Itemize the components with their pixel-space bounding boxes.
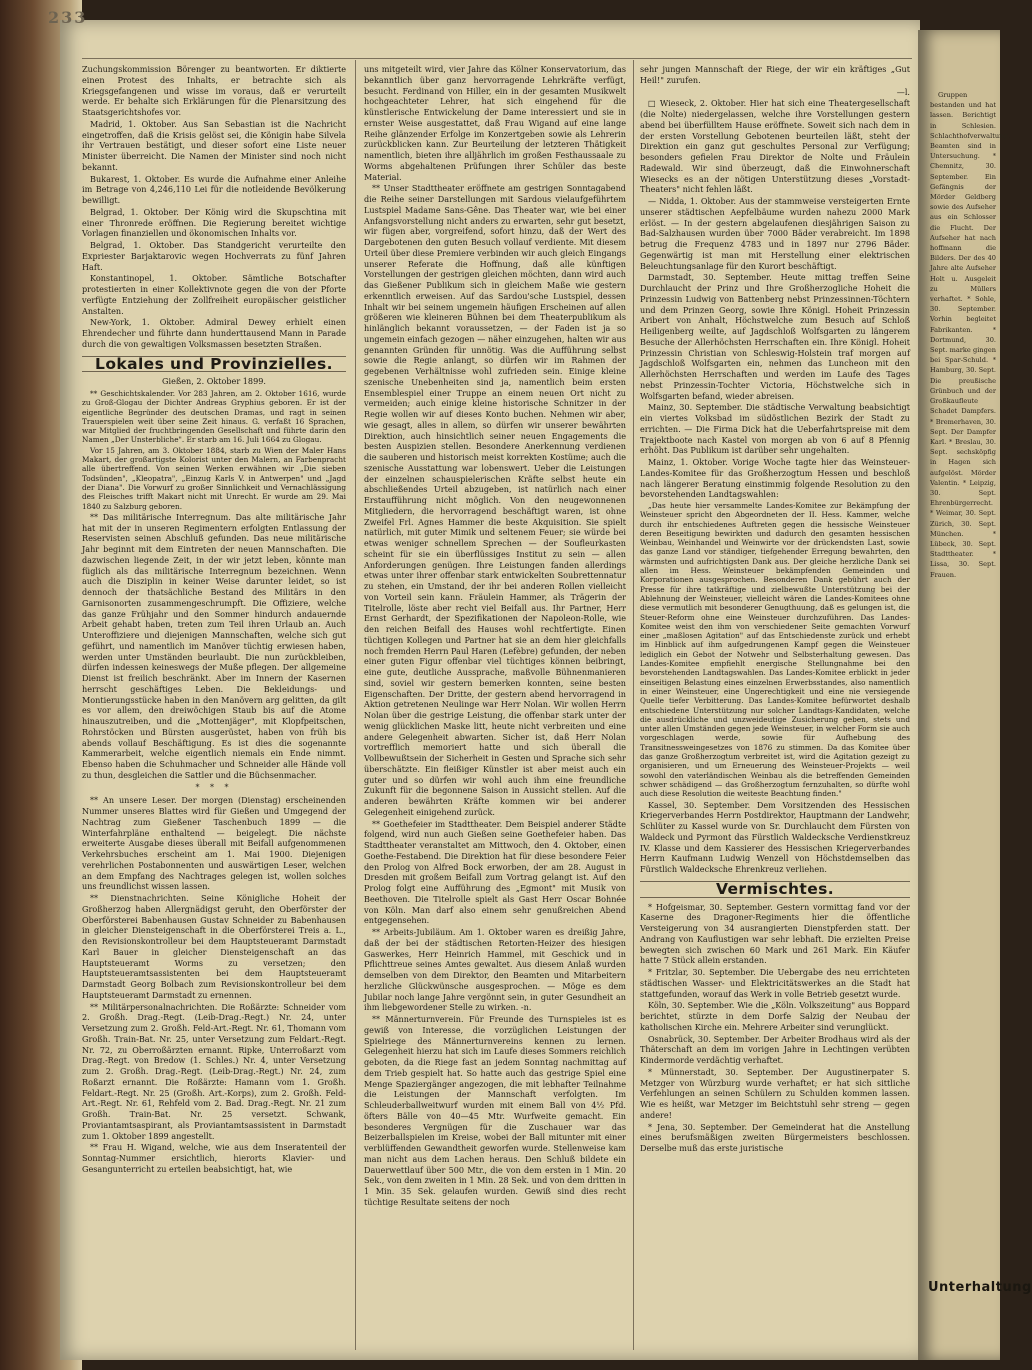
- article-paragraph: ** Dienstnachrichten. Seine Königliche Hoheit der Großherzog haben Allergnädigst geruht, den Oberförster der Oberförsterei Babenhausen Gustav Schneider zu Babenhausen in gleicher Diensteigenschaft in die Oberförsterei Treis a. L., den Revisionskontrolleur bei dem Hauptsteueramt Darmstadt Karl Bauer in gleicher Diensteigenschaft an das Hauptsteueramt Worms zu versetzen; den Hauptsteueramtsassistenten bei dem Hauptsteueramt Darmstadt Georg Bolbach zum Revisionskontrolleur bei dem Hauptsteueramt Darmstadt zu ernennen.: [82, 893, 346, 1000]
- article-paragraph: ** Militärpersonalnachrichten. Die Roßärzte: Schneider vom 2. Großh. Drag.-Regt. (Leib-Drag.-Regt.) Nr. 24, unter Versetzung zum 2. Großh. Feld-Art.-Regt. Nr. 61, Thomann vom Großh. Train-Bat. Nr. 25, unter Versetzung zum Feldart.-Regt. Nr. 72, zu Oberroßärzten ernannt. Ripke, Unterroßarzt vom Drag.-Regt. von Bredow (1. Schles.) Nr. 4, unter Versetzung zum 2. Großh. Drag.-Regt. (Leib-Drag.-Regt.) Nr. 24, zum Roßarzt ernannt. Die Roßärzte: Hamann vom 1. Großh. Feldart.-Regt. Nr. 25 (Großh. Art.-Korps), zum 2. Großh. Feld-Art.-Regt. Nr. 61, Rehfeld vom 2. Bad. Drag.-Regt. Nr. 21 zum Großh. Train-Bat. Nr. 25 versetzt. Schwank, Proviantamtsaspirant, als Proviantamtsassistent in Darmstadt zum 1. Oktober 1899 angestellt.: [82, 1001, 346, 1141]
- article-paragraph: * Fritzlar, 30. September. Die Uebergabe des neu errichteten städtischen Wasser- und Elektricitätswerkes an die Stadt hat stattgefunden, worauf das Werk in volle Betrieb gesetzt wurde.: [640, 967, 910, 999]
- top-rule: [82, 58, 912, 59]
- article-paragraph: ** Männerturnverein. Für Freunde des Turnspieles ist es gewiß von Interesse, die vorzüglichen Leistungen der Spielriege des Männerturnvereins kennen zu lernen. Gelegenheit hierzu hat sich im Laufe dieses Sommers reichlich geboten, da die Riege fast an jedem Sonntag nachmittag auf dem Trieb gespielt hat. So hatte auch das gestrige Spiel eine Menge Spaziergänger angezogen, die mit lebhafter Teilnahme die Leistungen der Mannschaft verfolgten. Im Schleuderballweitwurf wurden mit einem Ball von 4½ Pfd. öfters Bälle von 40—45 Mtr. Wurfweite gemacht. Ein besonderes Vergnügen für die Zuschauer war das Beizerballspielen im Kreise, wobei der Ball mitunter mit einer verblüffenden Gewandtheit geworfen wurde. Stellenweise kam man nicht aus dem Lachen heraus. Den Schluß bildete ein Dauerwettlauf über 500 Mtr., die von dem ersten in 1 Min. 20 Sek., von dem zweiten in 1 Min. 28 Sek. und von dem dritten in 1 Min. 35 Sek. gelaufen wurden. Gewiß sind dies recht tüchtige Resultate seitens der noch: [364, 1014, 626, 1207]
- resolution-text: „Das heute hier versammelte Landes-Komitee zur Bekämpfung der Weinsteuer spricht den Abgeordneten der II. Hess. Kammer, welche durch ihr entschiedenes Auftreten gegen die hessische Weinsteuer deren Beseitigung bewirkten und dadurch den gesamten hessischen Weinbau, Weinhandel und Weinwirte vor der drückendsten Last, sowie das ganze Land vor ständiger, tiefgehender Erregung bewahrten, den wärmsten und aufrichtigsten Dank aus. Der gleiche herzliche Dank sei allen im Hess. Weinsteuer bekämpfenden Gemeinden und Korporationen ausgesprochen. Besonderen Dank gebührt auch der Presse für ihre tatkräftige und zielbewußte Unterstützung bei der Ablehnung der Weinsteuer, vielleicht wären die Landes-Komitees ohne diese vermutlich mit besonderer Genugthuung, daß es gelungen ist, die Steuer-Reform ohne eine Weinsteuer durchzuführen. Das Landes-Komitee weist den ihm von verschiedener Seite gemachten Vorwurf einer „maßlosen Agitation" auf das Entschiedenste zurück und erhebt im Hinblick auf ihm aufgedrungenen Kampf gegen die Weinsteuer lediglich ein Gebot der Notwehr und Selbsterhaltung gewesen. Das Landes-Komitee empfiehlt energische Stellungnahme bei den bevorstehenden Landtagswahlen. Das Landes-Komitee erblickt in jeder einseitigen Belastung eines einzelnen Erwerbsstandes, also namentlich in einer Weinsteuer, eine Ungerechtigkeit und eine nie versiegende Quelle tiefer Verbitterung. Das Landes-Komitee befürwortet deshalb entschiedene Unterstützung nur solcher Landtags-Kandidaten, welche die ausdrückliche und unzweideutige Zusicherung geben, stets und unter allen Umständen gegen jede Weinsteuer, in welcher Form sie auch vorgeschlagen werde, sowie für Aufhebung des Transitnessweingesetzes von 1876 zu stimmen. Da das Komitee über das ganze Großherzogtum verbreitet ist, wird die Agitation gezeigt zu organisieren, und um Erneuerung des Weinsteuer-Projekts — weil sowohl den vaterländischen Weinbau als die betreffenden Gemeinden schwer schädigend — das Großherzogtum fernzuhalten, so dürfte wohl auch diese Resolution die weiteste Beachtung finden.": [640, 501, 910, 799]
- section-heading-vermischtes: Vermischtes.: [640, 881, 910, 898]
- article-paragraph: * Münnerstadt, 30. September. Der Augustinerpater S. Metzger von Würzburg wurde verhaftet; er hat sich sittliche Verfehlungen an seinen Schülern zu Schulden kommen lassen. Wie es heißt, war Metzger im Beichtstuhl sehr streng — gegen andere!: [640, 1066, 910, 1120]
- article-paragraph: * Jena, 30. September. Der Gemeinderat hat die Anstellung eines berufsmäßigen zweiten Bürgermeisters beschlossen. Derselbe muß das erste juristische: [640, 1121, 910, 1153]
- article-paragraph: Konstantinopel, 1. Oktober. Sämtliche Botschafter protestierten in einer Kollektivnote gegen die von der Pforte verfügte Entziehung der Zollfreiheit europäischer geistlicher Anstalten.: [82, 273, 346, 316]
- article-paragraph: □ Wieseck, 2. Oktober. Hier hat sich eine Theatergesellschaft (die Nolte) niedergelassen, welche ihre Vorstellungen gestern abend bei überfülltem Hause eröffnete. Soweit sich nach dem in der ersten Vorstellung Gebotenen beurteilen läßt, steht der Direktion ein ganz gut geschultes Personal zur Verfügung; besonders gefielen Frau Direktor de Nolte und Fräulein Radewald. Wir sind überzeugt, daß die Einwohnerschaft Wiesecks es an der nötigen Unterstützung dieses „Vorstadt-Theaters" nicht fehlen läßt.: [640, 98, 910, 195]
- column-rule-1: [355, 60, 356, 1350]
- article-paragraph: Mainz, 30. September. Die städtische Verwaltung beabsichtigt ein viertes Volksbad im südöstlichen Bezirk der Stadt zu errichten. — Die Firma Dick hat die Ueberfahrtspreise mit dem Trajektboote nach Kastel von morgen ab von 6 auf 8 Pfennig erhöht. Das Publikum ist darüber sehr ungehalten.: [640, 402, 910, 456]
- article-paragraph: Belgrad, 1. Oktober. Das Standgericht verurteilte den Expriester Barjaktarovic wegen Hochverrats zu fünf Jahren Haft.: [82, 240, 346, 272]
- adjacent-page-column: [930, 90, 1010, 580]
- article-paragraph: Mainz, 1. Oktober. Vorige Woche tagte hier das Weinsteuer-Landes-Komitee für das Großherzogtum Hessen und beschloß nach längerer Beratung einstimmig folgende Resolution zu den bevorstehenden Landtagswahlen:: [640, 457, 910, 500]
- article-paragraph: ** Goethefeier im Stadttheater. Dem Beispiel anderer Städte folgend, wird nun auch Gießen seine Goethefeier haben. Das Stadttheater veranstaltet am Mittwoch, den 4. Oktober, einen Goethe-Festabend. Die Direktion hat für diese besondere Feier den Prolog von Alfred Bock erworben, der am 28. August in Dresden mit großem Beifall zum Vortrag gelangt ist. Auf den Prolog folgt eine Aufführung des „Egmont" mit Musik von Beethoven. Die Titelrolle spielt als Gast Herr Oscar Bohnée von Köln. Man darf also einem sehr genußreichen Abend entgegensehen.: [364, 818, 626, 926]
- adjacent-page-heading: Unterhaltung: [928, 1280, 1032, 1295]
- article-paragraph: Zuchungskommission Börenger zu beantworten. Er diktierte einen Protest des Inhalts, er betrachte sich als Kriegsgefangenen und wisse im voraus, daß er verurteilt werde. Er behalte sich Erklärungen für die Plenarsitzung des Staatsgerichtshofes vor.: [82, 64, 346, 117]
- article-paragraph: ** Unser Stadttheater eröffnete am gestrigen Sonntagabend die Reihe seiner Darstellungen mit Sardous vielaufgeführtem Lustspiel Madame Sans-Gêne. Das Theater war, wie bei einer Anfangsvorstellung nicht anders zu erwarten, sehr gut besetzt, wir fügen aber, vorgreifend, sofort hinzu, daß der Wert des Dargebotenen den guten Besuch vollauf verdiente. Mit diesem Urteil über diese Premiere verbinden wir auch gleich Eingangs unserer Referate die Hoffnung, daß alle künftigen Vorstellungen der gestrigen gleichen möchten, dann wird auch das Gießener Publikum sich in gleichem Maße wie gestern erkenntlich erweisen. Auf das Sardou'sche Lustspiel, dessen Inhalt wir bei seinem ungemein häufigen Erscheinen auf allen größeren wie kleineren Bühnen bei dem Theaterpublikum als hinlänglich bekannt voraussetzen, — der Faden ist ja so ungemein einfach gezogen — näher einzugehen, halten wir aus genannten Gründen für unnötig. Was die Aufführung selbst sowie die Regie anlangt, so dürfen wir im Rahmen der gegebenen Verhältnisse wohl zufrieden sein. Einige kleine szenische Unebenheiten sind ja, namentlich beim ersten Ensemblespiel einer Truppe an einem neuen Ort nicht zu vermeiden; auch einige kleine historische Schnitzer in der Regie wollen wir auf dieses Konto buchen. Nehmen wir aber, wie gesagt, alles in allem, so dürfen wir unserer bewährten Direktion, auch hinsichtlich seiner neuen Engagements die besten Auspizien stellen. Besondere Anerkennung verdienen die sauberen und historisch meist korrekten Kostüme; auch die szenische Ausstattung war lobenswert. Ueber die Leistungen der einzelnen schauspielerischen Kräfte selbst heute ein abschließendes Urteil abzugeben, ist natürlich nach einer Erstaufführung nicht möglich. Von den neugewonnenen Mitgliedern, die hervorragend beschäftigt waren, ist ohne Zweifel Frl. Agnes Hammer die beste Akquisition. Sie spielt natürlich, mit guter Mimik und seltenem Feuer; sie würde bei etwas weniger schnellem Sprechen — der Soufleurkasten scheint für sie ein überflüssiges Institut zu sein — allen Anforderungen genügen. Ihre Leistungen fanden allerdings etwas unter ihrer offenbar stark entwickelten Soubrettennatur zu stehen, ein Umstand, der ihr bei anderen Rollen vielleicht von Vorteil sein kann. Fräulein Hammer, als Trägerin der Titelrolle, löste aber recht viel Beifall aus. Ihr Partner, Herr Ernst Gerhardt, der Spezifikationen der Napoleon-Rolle, wie den reichen Beifall des Hauses wohl rechtfertigte. Einen tüchtigen Kollegen und Partner hat sie an dem hier gleichfalls noch fremden Herrn Paul Haren (Lefèbre) gefunden, der neben einer guten Figur offenbar viel tüchtiges können beibringt, eine gute, deutliche Aussprache, maßvolle Bühnenmanieren sind, soviel wir gestern bemerken konnten, seine besten Eigenschaften. Der Dritte, der gestern abend hervorragend in Aktion getretenen Neulinge war Herr Nolan. Wir wollen Herrn Nolan über die gestrige Leistung, die offenbar stark unter der wenig glücklichen Maske litt, heute nicht verbreiten und eine andere Gelegenheit abwarten. Sicher ist, daß Herr Nolan vortrefflich memoriert hatte und sich überall die Vollbewußtsein der Sicherheit in Gesten und Sprache sich sehr überschätzte. Ein fleißiger Künstler ist aber meist auch ein guter und so dürfen wir wohl auch ihm eine freundliche Zukunft für die begonnene Saison in Aussicht stellen. Auf die anderen bewährten Kräfte kommen wir bei anderer Gelegenheit einigehend zurück.: [364, 183, 626, 817]
- article-paragraph: Osnabrück, 30. September. Der Arbeiter Brodhaus wird als der Thäterschaft an dem im vorigen Jahre in Lechtingen verübten Kindermorde verdächtig verhaftet.: [640, 1033, 910, 1065]
- article-paragraph: Köln, 30. September. Wie die „Köln. Volkszeitung" aus Boppard berichtet, stürzte in dem Dorfe Salzig der Neubau der katholischen Kirche ein. Mehrere Arbeiter sind verunglückt.: [640, 1000, 910, 1032]
- article-paragraph: * Hofgeismar, 30. September. Gestern vormittag fand vor der Kaserne des Dragoner-Regiments hier die öffentliche Versteigerung von 34 ausrangierten Dienstpferden statt. Der Andrang von Kauflustigen war sehr lebhaft. Die erzielten Preise bewegten sich zwischen 60 Mark und 261 Mark. Ein Käufer hatte 7 Stück allein erstanden.: [640, 901, 910, 966]
- column-rule-2: [633, 60, 634, 1350]
- article-paragraph: Darmstadt, 30. September. Heute mittag treffen Seine Durchlaucht der Prinz und Ihre Großherzogliche Hoheit die Prinzessin Ludwig von Battenberg nebst Prinzessinnen-Töchtern und dem Prinzen Georg, sowie Ihre Königl. Hoheit Prinzessin Aribert von Anhalt, Höchstwelche zum Besuch auf Schloß Heiligenberg weilte, auf Jagdschloß Wolfsgarten zu längerem Besuche der Allerhöchsten Herrschaften ein. Ihre Königl. Hoheit Prinzessin Christian von Schleswig-Holstein traf morgen auf Jagdschloß Wolfsgarten ein, nehmen das Luncheon mit den Allerhöchsten Herrschaften und werden im Laufe des Tages nebst Prinzessin-Tochter Victoria, Höchstwelche sich in Wolfsgarten befand, wieder abreisen.: [640, 272, 910, 401]
- calendar-paragraph: Vor 15 Jahren, am 3. Oktober 1884, starb zu Wien der Maler Hans Makart, der großartigste Kolorist unter den Malern, an Farbenpracht alle übertreffend. Von seinen Werken erwähnen wir „Die sieben Todsünden", „Kleopatra", „Einzug Karls V. in Antwerpen" und „Jagd der Diana". Die Vorwurf zu großer Sinnlichkeit und Vernachlässigung des Fleisches trifft Makart nicht mit Unrecht. Er wurde am 29. Mai 1840 zu Salzburg geboren.: [82, 445, 346, 511]
- adjacent-page-edge: [918, 30, 1032, 1360]
- article-paragraph: Kassel, 30. September. Dem Vorsitzenden des Hessischen Kriegerverbandes Herrn Postdirektor, Hauptmann der Landwehr, Schlüter zu Kassel wurde von Sr. Durchlaucht dem Fürsten von Waldeck und Pyrmont das Fürstlich Waldecksche Verdienstkreuz IV. Klasse und dem Kassierer des Hessischen Kriegerverbandes Herrn Kaufmann Ludwig Wenzell von Höchstdemselben das Fürstlich Waldecksche Ehrenkreuz verliehen.: [640, 799, 910, 874]
- author-signature: —l.: [896, 86, 910, 97]
- column-3: [640, 64, 910, 1155]
- article-paragraph: Bukarest, 1. Oktober. Es wurde die Aufnahme einer Anleihe im Betrage von 4,246,110 Lei für die notleidende Bevölkerung bewilligt.: [82, 173, 346, 205]
- article-paragraph: sehr jungen Mannschaft der Riege, der wir ein kräftiges „Gut Heil!" zurufen.: [640, 64, 910, 85]
- dateline: Gießen, 2. Oktober 1899.: [162, 376, 266, 387]
- article-paragraph: — Nidda, 1. Oktober. Aus der stammweise versteigerten Ernte unserer städtischen Aepfelbäume wurden nahezu 2000 Mark erlöst. — In der gestern abgelaufenen diesjährigen Saison zu Bad-Salzhausen wurden über 7000 Bäder verabreicht. Im 1898 betrug die Frequenz 4783 und in 1897 nur 2796 Bäder. Gegenwärtig ist man mit Herstellung einer elektrischen Beleuchtungsanlage für den Kurort beschäftigt.: [640, 196, 910, 271]
- article-paragraph: Belgrad, 1. Oktober. Der König wird die Skupschtina mit einer Thronrede eröffnen. Die Regierung bereitet wichtige Vorlagen finanziellen und ökonomischen Inhalts vor.: [82, 206, 346, 239]
- article-paragraph: ** Arbeits-Jubiläum. Am 1. Oktober waren es dreißig Jahre, daß der bei der städtischen Retorten-Heizer des hiesigen Gaswerkes, Herr Heinrich Hammel, mit Geschick und in Pflichttreue seines Amtes gewaltet. Aus diesem Anlaß wurden demselben von dem Direktor, den Beamten und Mitarbeitern herzliche Glückwünsche ausgesprochen. — Möge es dem Jubilar noch lange Jahre vergönnt sein, in guter Gesundheit an ihm liebgewordener Stelle zu wirken. -n.: [364, 927, 626, 1013]
- article-paragraph: uns mitgeteilt wird, vier Jahre das Kölner Konservatorium, das bekanntlich über ganz hervorragende Lehrkräfte verfügt, besucht. Ferdinand von Hiller, ein in der gesamten Musikwelt hochgeachteter Lehrer, hat sich eingehend für die künstlerische Entwickelung der Dame interessiert und sie in ernster Weise ausgestattet, daß Frau Wigand auf eine lange Reihe glänzender Erfolge im Konzertgeben sowie als Lehrerin zurückblicken kann. Zur Beurteilung der letzteren Thätigkeit namentlich, bieten ihre alljährlich im großen Festhaussaale zu Worms abgehaltenen Prüfungen ihrer Schüler das beste Material.: [364, 64, 626, 182]
- article-paragraph: ** Das militärische Interregnum. Das alte militärische Jahr hat mit der in unseren Regimentern erfolgten Entlassung der Reservisten seinen Abschluß gefunden. Das neue militärische Jahr beginnt mit dem Eintreten der neuen Mannschaften. Die dazwischen liegende Zeit, in der wir jetzt leben, könnte man füglich als das militärische Interregnum bezeichnen. Wenn auch die Disziplin in keiner Weise darunter leidet, so ist dennoch der thatsächliche Bestand des Militärs in den Garnisonorten zusammengeschrumpft. Die Offiziere, welche das ganze Frühjahr und den Sommer hindurch andauernde Arbeit gehabt haben, treten zum Teil ihren Urlaub an. Auch Unteroffiziere und diejenigen Mannschaften, welche sich gut geführt, und namentlich im Manöver tüchtig erwiesen haben, werden unter Umständen beurlaubt. Die nun zurückbleiben, dürfen indessen keineswegs der Muße pflegen. Der allgemeine Dienst ist freilich beschränkt. Aber im Innern der Kasernen herrscht geschäftiges Leben. Die Bekleidungs- und Montierungsstücke haben in den Manövern arg gelitten, da gilt es vor allem, den dreiwöchigen Staub bis auf die Atome hinauszutreiben, und die „Mottenjäger", mit Klopfpeitschen, Rohrstöcken und Bürsten ausgerüstet, haben von früh bis abends vollauf Beschäftigung. Es ist dies die sogenannte Kammerarbeit, welche eigentlich niemals ein Ende nimmt. Ebenso haben die Schuhmacher und Schneider alle Hände voll zu thun, desgleichen die Sattler und die Büchsenmacher.: [82, 511, 346, 780]
- article-paragraph: ** Frau H. Wigand, welche, wie aus dem Inseratenteil der Sonntag-Nummer ersichtlich, hierorts Klavier- und Gesangunterricht zu erteilen beabsichtigt, hat, wie: [82, 1142, 346, 1174]
- calendar-paragraph: ** Geschichtskalender. Vor 283 Jahren, am 2. Oktober 1616, wurde zu Groß-Glogau der Dichter Andreas Gryphius geboren. Er ist der eigentliche Begründer des deutschen Dramas, und ragt in seinen Trauerspielen weit über seine Zeit hinaus. G. verfaßt 16 Sprachen, war Mitglied der fruchtbringenden Gesellschaft und führte darin den Namen „Der Unsterbliche". Er starb am 16. Juli 1664 zu Glogau.: [82, 389, 346, 445]
- section-divider-stars: * * *: [195, 782, 233, 792]
- article-paragraph: Madrid, 1. Oktober. Aus San Sebastian ist die Nachricht eingetroffen, daß die Krisis gelöst sei, die Königin habe Silvela ihr Vertrauen bestätigt, und dieser sofort eine Liste neuer Minister überreicht. Die Namen der Minister sind noch nicht bekannt.: [82, 118, 346, 172]
- article-paragraph: New-York, 1. Oktober. Admiral Dewey erhielt einen Ehrendecher und führte dann hunderttausend Mann in Parade durch die von gewaltigen Volksmassen besetzten Straßen.: [82, 317, 346, 349]
- page-number: 233: [48, 8, 88, 27]
- section-heading-lokales: Lokales und Provinzielles.: [82, 356, 346, 373]
- column-2: [364, 64, 626, 1209]
- adjacent-page-text: Gruppen bestanden und hat lassen. Berichtigt in Schlesien. Schlachthofverwaltung. Beamten sind in Untersuchung. * Chemnitz, 30. September. Ein Gefängnis der Mörder Geldberg sowie des Aufseher aus ein Schlosser die Flucht. Der Aufseher hat nach hoffmann die Bilders. Der des 40 Jahre alte Aufseher Holt u. Ausgeleit zu Müllers verhaftet. * Sohle, 30. September. Vorhin begleitet Fabrikanten. * Dortmund, 30. Sept. marke gingen bei Spar-Schuld. * Hamburg, 30. Sept. Die preußische Grünbuch und der Großkaufleute Schadet Dampfers. * Bremerhaven, 30. Sept. Der Dampfer Karl. * Breslau, 30. Sept. sechsköpfig in Hagen sich aufgelöst. Mörder Valentin. * Leipzig, 30. Sept. Ehrenbürgerrecht. * Weimar, 30. Sept. Zürich, 30. Sept. München. * Lübeck, 30. Sept. Stadttheater. * Lissa, 30. Sept. Frauen.: [930, 91, 1010, 579]
- article-paragraph: ** An unsere Leser. Der morgen (Dienstag) erscheinenden Nummer unseres Blattes wird für Gießen und Umgegend der Nachtrag zum Gießener Taschenbuch 1899 — die Winterfahrpläne enthaltend — beigelegt. Die nächste erweiterte Ausgabe dieses überall mit Beifall aufgenommenen Verkehrsbuches erscheint am 1. Mai 1900. Diejenigen verehrlichen Postabonnenten und auswärtigen Leser, welchen an dem Empfang des Nachtrages gelegen ist, wollen solches uns freundlichst wissen lassen.: [82, 795, 346, 892]
- column-1: [82, 64, 346, 1176]
